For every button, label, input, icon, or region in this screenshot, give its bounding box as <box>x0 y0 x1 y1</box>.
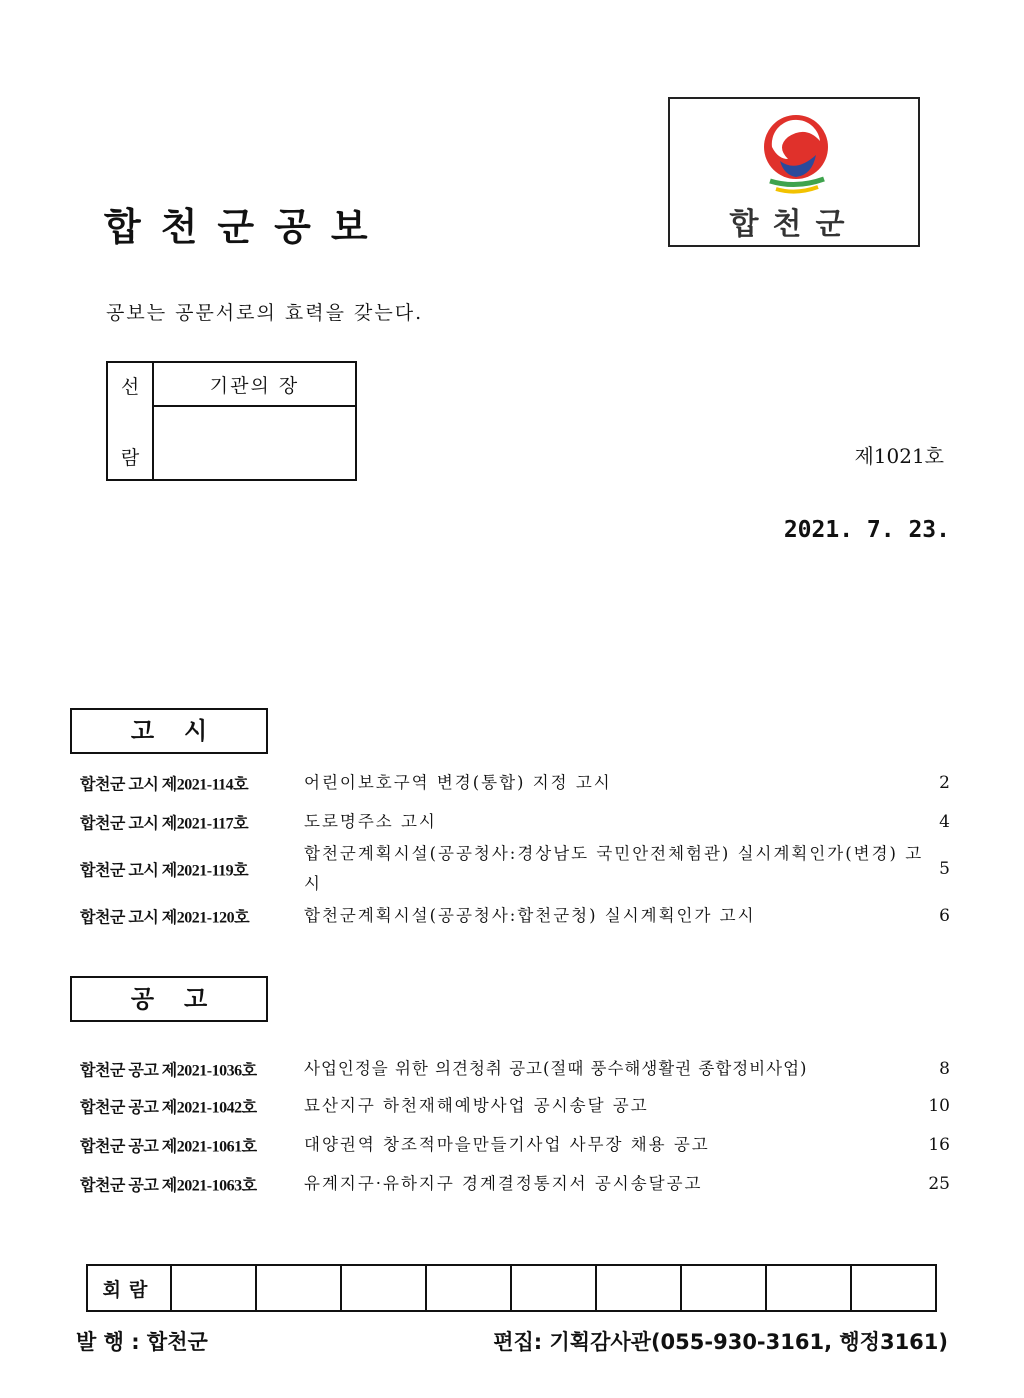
entry-number: 합천군 공고 제2021-1036호 <box>80 1062 257 1080</box>
entry-page: 4 <box>939 812 950 832</box>
review-box <box>106 361 357 481</box>
section-heading-notices: 고시 <box>70 708 268 754</box>
list-item[interactable] <box>80 1165 956 1203</box>
entry-page: 25 <box>928 1174 950 1194</box>
entry-number: 합천군 공고 제2021-1061호 <box>80 1138 257 1156</box>
review-head-label: 기관의 장 <box>209 375 300 397</box>
entry-page: 8 <box>939 1059 950 1079</box>
entry-page: 6 <box>939 906 950 926</box>
page-title: 합천군공보 <box>104 205 388 249</box>
issue-number: 제1021호 <box>854 444 944 468</box>
section-heading-announcements: 공고 <box>70 976 268 1022</box>
entry-title: 사업인정을 위한 의견청취 공고(절때 풍수해생활권 종합정비사업) <box>304 1059 808 1078</box>
review-side-label: 람 <box>120 447 140 469</box>
entry-title: 유계지구·유하지구 경계결정통지서 공시송달공고 <box>304 1174 703 1193</box>
list-item[interactable] <box>80 764 956 802</box>
list-item[interactable] <box>80 1087 956 1125</box>
circulation-cell <box>341 1265 426 1311</box>
circulation-cell <box>426 1265 511 1311</box>
entry-title: 합천군계획시설(공공청사:합천군청) 실시계획인가 고시 <box>304 906 756 925</box>
entry-page: 10 <box>928 1096 950 1116</box>
entry-title: 어린이보호구역 변경(통합) 지정 고시 <box>304 773 612 792</box>
logo-text: 합천군 <box>729 207 859 242</box>
circulation-cell <box>766 1265 851 1311</box>
entry-number: 합천군 공고 제2021-1042호 <box>80 1099 257 1117</box>
review-side-label: 선 <box>120 376 140 398</box>
list-item[interactable] <box>80 838 956 900</box>
entry-title: 묘산지구 하천재해예방사업 공시송달 공고 <box>304 1096 649 1115</box>
circulation-cell <box>511 1265 596 1311</box>
entry-page: 16 <box>928 1135 950 1155</box>
entry-number: 합천군 고시 제2021-114호 <box>80 776 249 794</box>
circulation-table <box>86 1264 937 1312</box>
effect-note: 공보는 공문서로의 효력을 갖는다. <box>106 302 424 324</box>
entry-title: 도로명주소 고시 <box>304 812 437 831</box>
entry-number: 합천군 공고 제2021-1063호 <box>80 1177 257 1195</box>
entry-page: 2 <box>939 773 950 793</box>
footer-editor: 편집: 기획감사관(055-930-3161, 행정3161) <box>493 1330 948 1354</box>
entry-number: 합천군 고시 제2021-120호 <box>80 909 250 927</box>
entry-number: 합천군 고시 제2021-119호 <box>80 862 249 880</box>
circulation-cell <box>681 1265 766 1311</box>
circulation-label: 회람 <box>87 1265 171 1311</box>
county-emblem-icon <box>758 111 834 199</box>
entry-number: 합천군 고시 제2021-117호 <box>80 815 249 833</box>
footer-publisher: 발 행 : 합천군 <box>76 1330 208 1354</box>
circulation-cell <box>596 1265 681 1311</box>
review-box-divider <box>152 405 355 407</box>
entry-page: 5 <box>939 859 950 879</box>
issue-date: 2021. 7. 23. <box>783 517 950 543</box>
county-logo <box>668 97 920 247</box>
circulation-cell <box>171 1265 256 1311</box>
list-item[interactable] <box>80 803 956 841</box>
circulation-cell <box>851 1265 936 1311</box>
list-item[interactable] <box>80 897 956 935</box>
entry-title: 합천군계획시설(공공청사:경상남도 국민안전체험관) 실시계획인가(변경) 고시 <box>304 844 924 893</box>
entry-title: 대양권역 창조적마을만들기사업 사무장 채용 공고 <box>304 1135 710 1154</box>
list-item[interactable] <box>80 1126 956 1164</box>
circulation-cell <box>256 1265 341 1311</box>
list-item[interactable] <box>80 1050 956 1088</box>
